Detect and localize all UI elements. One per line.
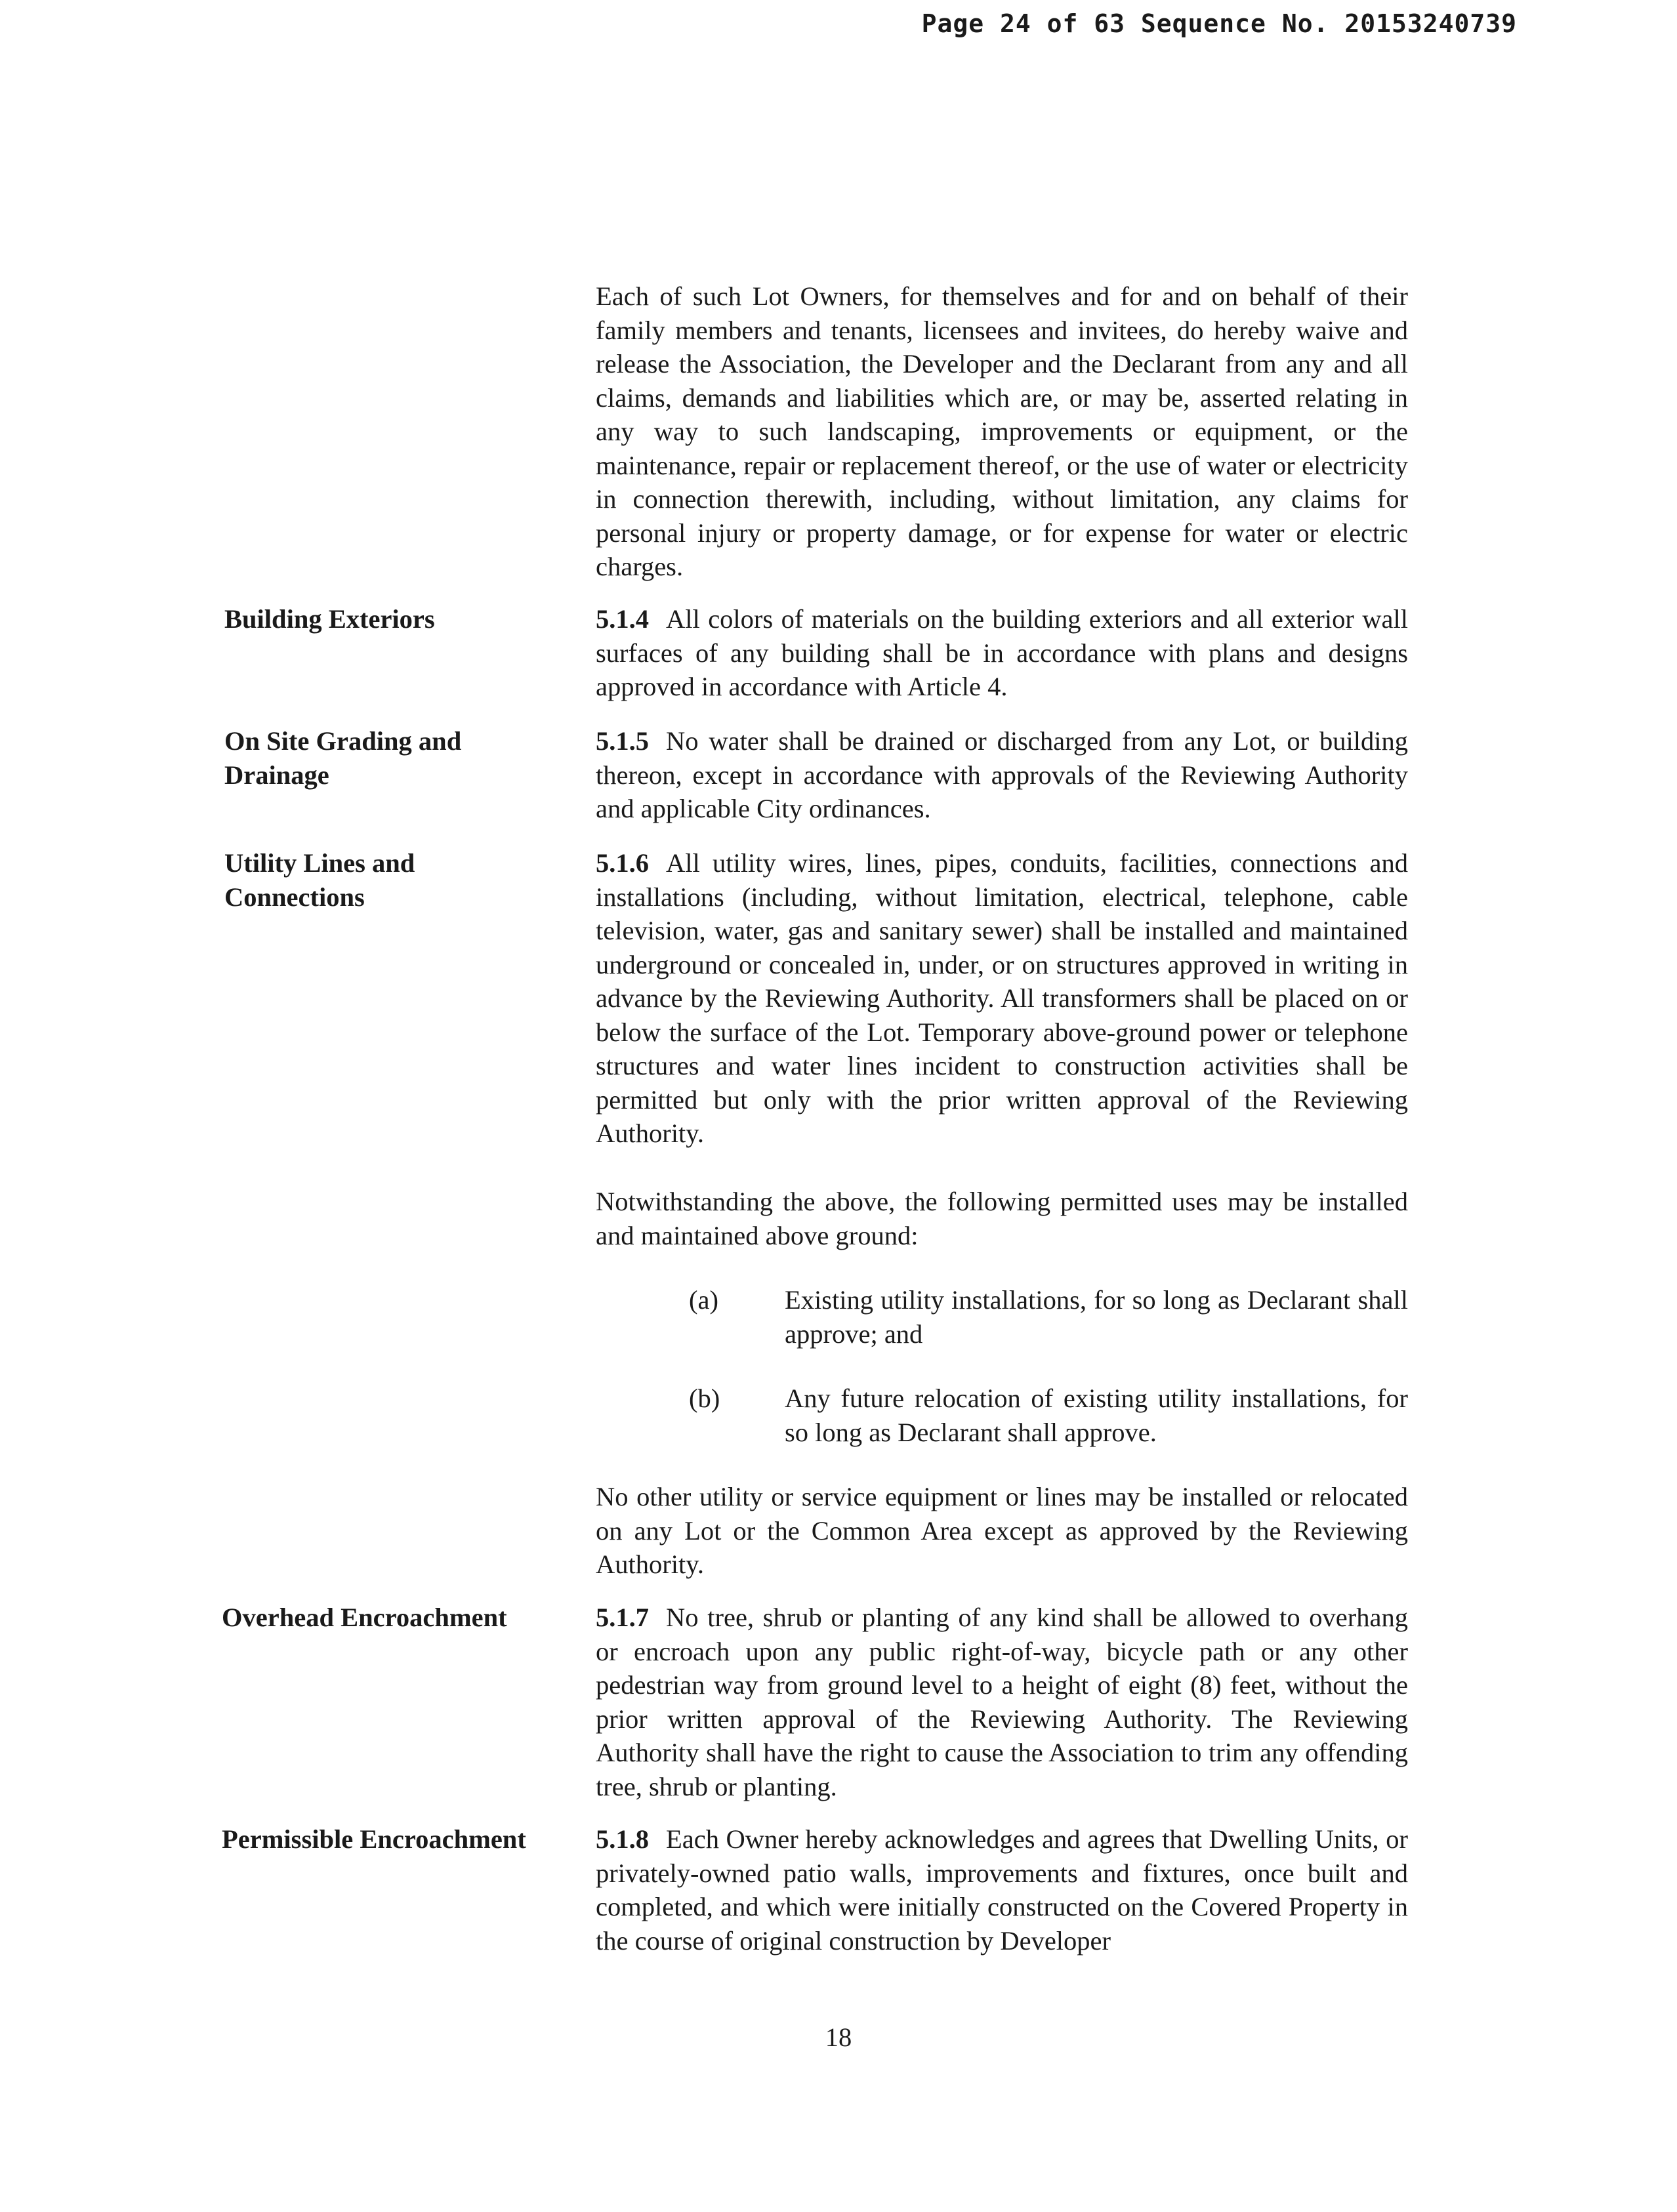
section-number: 5.1.6 bbox=[596, 848, 649, 878]
section-5-1-5 bbox=[596, 724, 1408, 826]
item-text-b: Any future relocation of existing utility installations, for so long as Declarant shall approve. bbox=[785, 1383, 1408, 1447]
section-number: 5.1.5 bbox=[596, 726, 649, 756]
side-heading-permissible-encroachment: Permissible Encroachment bbox=[222, 1824, 526, 1854]
item-mark-b: (b) bbox=[689, 1383, 720, 1413]
section-number: 5.1.8 bbox=[596, 1824, 649, 1854]
intro-paragraph: Each of such Lot Owners, for themselves and for and on behalf of their family members and tenants, licensees and invitees, do hereby waive and release the Association, the Developer and the Declarant from any and all claims, demands and liabilities which are, or may be, asserted relating in any way to such landscaping, improvements or equipment, or the maintenance, repair or replacement thereof, or the use of water or electricity in connection therewith, including, without limitation, any claims for personal injury or property damage, or for expense for water or electric charges. bbox=[596, 281, 1408, 581]
section-text: All colors of materials on the building exteriors and all exterior wall surfaces of any building shall be in accordance with plans and designs approved in accordance with Article 4. bbox=[596, 604, 1408, 701]
page-header: Page 24 of 63 Sequence No. 20153240739 bbox=[921, 9, 1517, 38]
section-text: All utility wires, lines, pipes, conduits, facilities, connections and installations (including, without limitation, electrical, telephone, cable television, water, gas and sanitary sewer) shall be installed and maintained underground or concealed in, under, or on structures approved in writing in advance by the Reviewing Authority. All transformers shall be placed on or below the surface of the Lot. Temporary above-ground power or telephone structures and water lines incident to construction activities shall be permitted but only with the prior written approval of the Reviewing Authority. bbox=[596, 848, 1408, 1148]
side-heading-building-exteriors: Building Exteriors bbox=[224, 604, 435, 634]
item-text-a: Existing utility installations, for so long as Declarant shall approve; and bbox=[785, 1285, 1408, 1349]
section-number: 5.1.4 bbox=[596, 604, 649, 634]
side-heading-overhead-encroachment: Overhead Encroachment bbox=[222, 1603, 507, 1632]
section-5-1-6 bbox=[596, 846, 1408, 1151]
no-other-paragraph: No other utility or service equipment or lines may be installed or relocated on any Lot or the Common Area except as approved by the Reviewing Authority. bbox=[596, 1482, 1408, 1579]
section-text: No water shall be drained or discharged from any Lot, or building thereon, except in accordance with approvals of the Reviewing Authority and applicable City ordinances. bbox=[596, 726, 1408, 823]
side-heading-utility-lines: Utility Lines and Connections bbox=[224, 848, 415, 912]
section-5-1-7 bbox=[596, 1601, 1408, 1803]
side-heading-on-site-grading: On Site Grading and Drainage bbox=[224, 726, 462, 790]
section-5-1-4 bbox=[596, 602, 1408, 704]
notwithstanding-paragraph: Notwithstanding the above, the following permitted uses may be installed and maintained above ground: bbox=[596, 1187, 1408, 1250]
section-5-1-8 bbox=[596, 1822, 1408, 1957]
item-mark-a: (a) bbox=[689, 1285, 718, 1315]
section-text: Each Owner hereby acknowledges and agrees that Dwelling Units, or privately-owned patio walls, improvements and fixtures, once built and completed, and which were initially constructed on the Covered Property in the course of original construction by Developer bbox=[596, 1824, 1408, 1956]
section-text: No tree, shrub or planting of any kind shall be allowed to overhang or encroach upon any public right-of-way, bicycle path or any other pedestrian way from ground level to a height of eight (8) feet, without the prior written approval of the Reviewing Authority. The Reviewing Authority shall have the right to cause the Association to trim any offending tree, shrub or planting. bbox=[596, 1603, 1408, 1801]
page-number: 18 bbox=[825, 2022, 852, 2052]
section-number: 5.1.7 bbox=[596, 1603, 649, 1632]
